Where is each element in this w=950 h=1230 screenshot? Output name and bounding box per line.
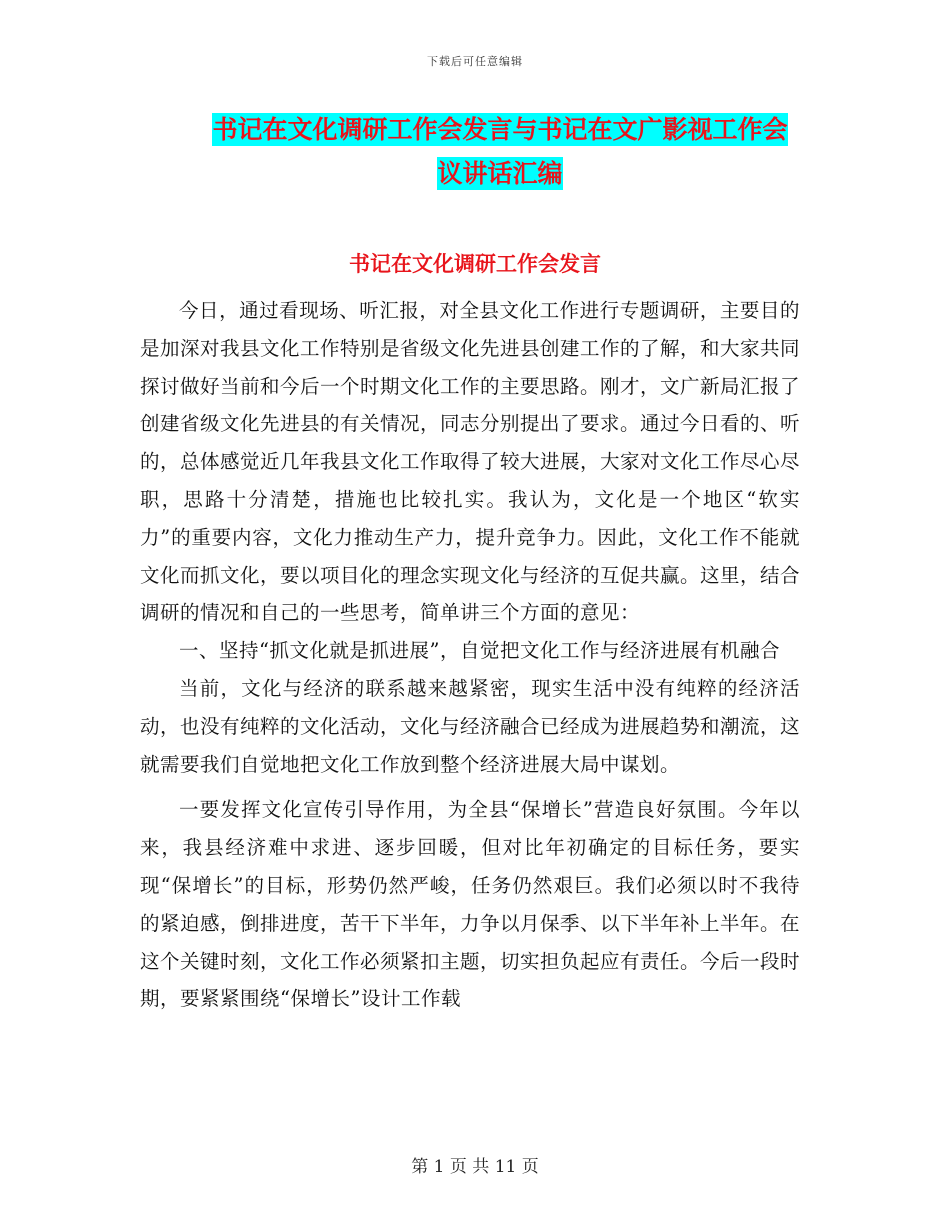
page-header-note: 下载后可任意编辑 xyxy=(427,55,523,68)
paragraph-heading-one: 一、坚持“抓文化就是抓进展”，自觉把文化工作与经济进展有机融合 xyxy=(179,639,780,663)
document-title-line1: 书记在文化调研工作会发言与书记在文广影视工作会 xyxy=(212,115,788,144)
document-title-line2: 议讲话汇编 xyxy=(437,159,563,188)
section-title: 书记在文化调研工作会发言 xyxy=(349,251,601,276)
paragraph-intro: 今日，通过看现场、听汇报，对全县文化工作进行专题调研，主要目的是加深对我县文化工作特别是省级文化先进县创建工作的了解，和大家共同探讨做好当前和今后一个时期文化工作的主要思路。刚才，文广新局汇报了创建省级文化先进县的有关情况，同志分别提出了要求。通过今日看的、听的，总体感觉近几年我县文化工作取得了较大进展，大家对文化工作尽心尽职，思路十分清楚，措施也比较扎实。我认为，文化是一个地区“软实力”的重要内容，文化力推动生产力，提升竞争力。因此，文化工作不能就文化而抓文化，要以项目化的理念实现文化与经济的互促共赢。这里，结合调研的情况和自己的一些思考，简单讲三个方面的意见： xyxy=(140,299,801,625)
document-title xyxy=(160,108,840,196)
document-body xyxy=(140,292,800,1018)
paragraph-point-one: 一要发挥文化宣传引导作用，为全县“保增长”营造良好氛围。今年以来，我县经济难中求进、逐步回暖，但对比年初确定的目标任务，要实现“保增长”的目标，形势仍然严峻，任务仍然艰巨。我们必须以时不我待的紧迫感，倒排进度，苦干下半年，力争以月保季、以下半年补上半年。在这个关键时刻，文化工作必须紧扣主题，切实担负起应有责任。今后一段时期，要紧紧围绕“保增长”设计工作载 xyxy=(140,798,801,1011)
paragraph-context: 当前，文化与经济的联系越来越紧密，现实生活中没有纯粹的经济活动，也没有纯粹的文化活动，文化与经济融合已经成为进展趋势和潮流，这就需要我们自觉地把文化工作放到整个经济进展大局中谋划。 xyxy=(140,676,801,776)
page-number: 第 1 页 共 11 页 xyxy=(411,1157,539,1177)
